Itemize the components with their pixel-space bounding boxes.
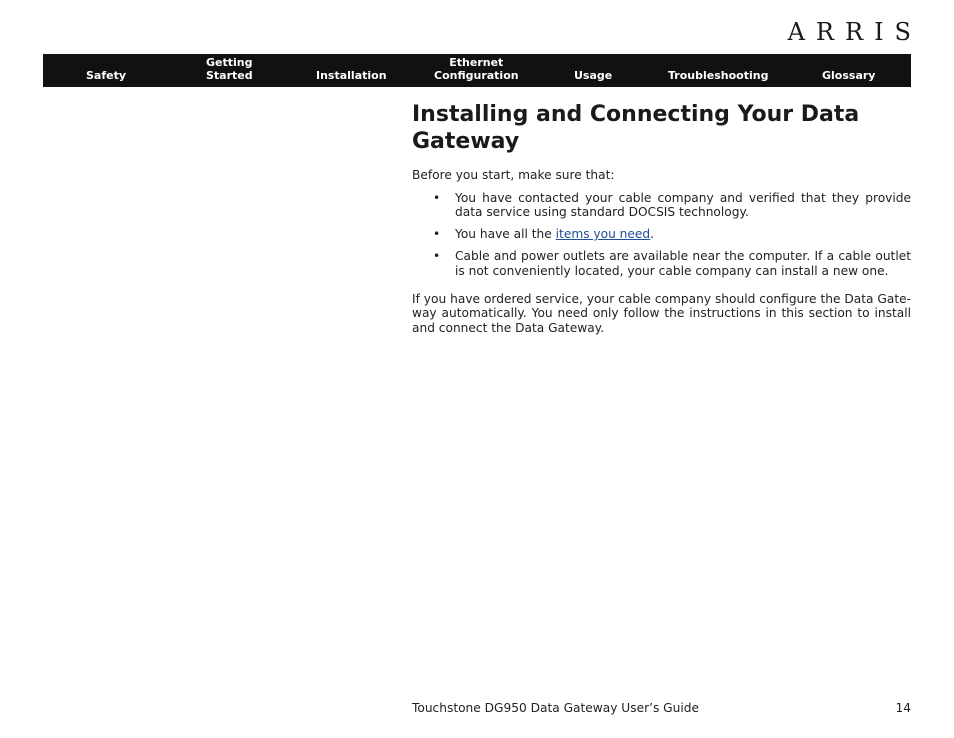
nav-label-line2: Safety [86, 69, 127, 82]
list-item-text: You have contacted your cable company and verified that they provide data service using standard DOCSIS technology. [455, 190, 911, 220]
page-footer [412, 701, 911, 715]
list-item [412, 249, 911, 278]
nav-label-line2: Usage [574, 69, 613, 82]
list-item [412, 227, 911, 242]
nav-item-ethernet-configuration[interactable] [434, 56, 519, 82]
bullet-marker: • [433, 227, 441, 242]
nav-item-glossary[interactable] [822, 69, 875, 82]
guide-title: Touchstone DG950 Data Gateway User’s Guide [412, 701, 699, 715]
intro-text: Before you start, make sure that: [412, 168, 615, 182]
arris-logo: ARRIS [787, 18, 922, 46]
items-you-need-link[interactable]: items you need [555, 227, 651, 242]
bullet-marker: • [433, 249, 441, 264]
nav-item-usage[interactable] [574, 69, 612, 82]
nav-label-line2: Troubleshooting [668, 69, 769, 82]
list-item-text: You have all the [455, 227, 556, 242]
nav-item-getting-started[interactable] [206, 56, 253, 82]
requirements-list [412, 191, 911, 279]
list-item [412, 191, 911, 220]
nav-item-troubleshooting[interactable] [668, 69, 768, 82]
list-item-text: Cable and power outlets are available near the computer. If a cable outlet is not conveniently located, your cable company can install a new one. [455, 249, 911, 278]
page-number: 14 [895, 701, 911, 715]
top-navigation [43, 54, 911, 87]
nav-label-line2: Configuration [434, 69, 519, 82]
main-content [412, 101, 911, 335]
page-title: Installing and Connecting Your Data Gateway [412, 102, 860, 154]
nav-label-line2: Started [206, 69, 253, 82]
nav-label-line2: Installation [316, 69, 387, 82]
list-item-text-end: . [650, 227, 655, 242]
nav-label-line1: Ethernet [449, 56, 504, 69]
nav-item-installation[interactable] [316, 69, 387, 82]
nav-label-line1: Getting [206, 56, 253, 69]
nav-item-safety[interactable] [86, 69, 126, 82]
nav-label-line2: Glossary [822, 69, 876, 82]
bullet-marker: • [433, 190, 441, 205]
body-paragraph: If you have ordered service, your cable company should configure the Data Gate-way automatically. You need only follow the instructions in this section to install and connect the Data Gateway. [412, 291, 911, 335]
